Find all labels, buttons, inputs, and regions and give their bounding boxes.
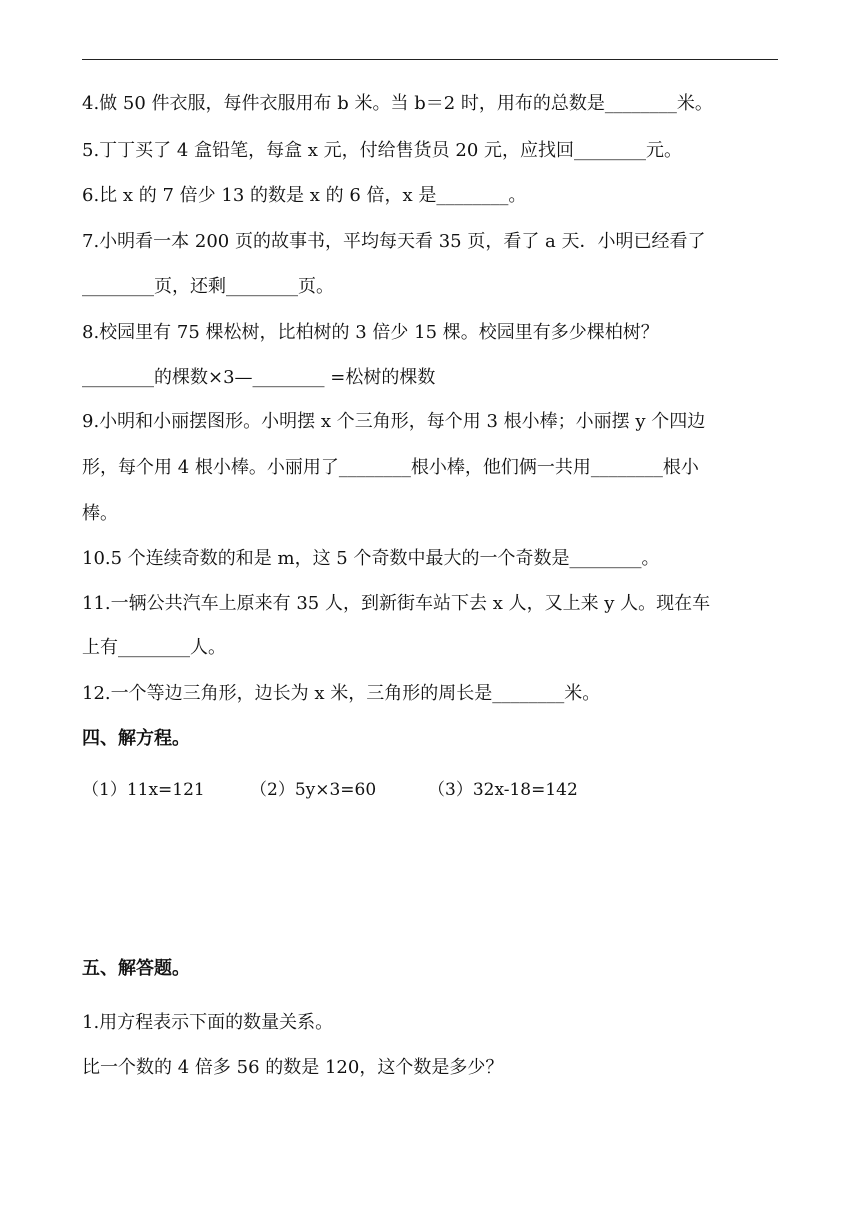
- equation-2: （2）5y×3=60: [250, 780, 377, 800]
- question-9-line-2: 形，每个用 4 根小棒。小丽用了________根小棒，他们俩一共用________根小: [82, 457, 699, 478]
- question-8-line-2: ________的棵数×3—________ =松树的棵数: [82, 367, 436, 388]
- question-11-line-1: 11.一辆公共汽车上原来有 35 人，到新街车站下去 x 人，又上来 y 人。现在车: [82, 593, 711, 614]
- question-7-line-1: 7.小明看一本 200 页的故事书，平均每天看 35 页，看了 a 天．小明已经看了: [82, 231, 706, 252]
- question-6: 6.比 x 的 7 倍少 13 的数是 x 的 6 倍，x 是________。: [82, 185, 527, 206]
- question-8-line-1: 8.校园里有 75 棵松树，比柏树的 3 倍少 15 棵。校园里有多少棵柏树？: [82, 322, 659, 343]
- section-5-heading: 五、解答题。: [82, 958, 190, 979]
- question-11-line-2: 上有________人。: [82, 637, 226, 658]
- question-4: 4.做 50 件衣服，每件衣服用布 b 米。当 b＝2 时，用布的总数是________米。: [82, 93, 713, 114]
- equation-1: （1）11x=121: [82, 780, 205, 800]
- section-5-question-1: 1.用方程表示下面的数量关系。: [82, 1012, 334, 1033]
- question-9-line-1: 9.小明和小丽摆图形。小明摆 x 个三角形，每个用 3 根小棒；小丽摆 y 个四边: [82, 411, 706, 432]
- question-9-line-3: 棒。: [82, 503, 118, 524]
- question-5: 5.丁丁买了 4 盒铅笔，每盒 x 元，付给售货员 20 元，应找回________元。: [82, 140, 683, 161]
- question-7-line-2: ________页，还剩________页。: [82, 276, 334, 297]
- section-4-heading: 四、解方程。: [82, 728, 190, 749]
- question-10: 10.5 个连续奇数的和是 m，这 5 个奇数中最大的一个奇数是________。: [82, 548, 660, 569]
- section-5-question-1-text: 比一个数的 4 倍多 56 的数是 120，这个数是多少？: [82, 1057, 504, 1078]
- equation-3: （3）32x-18=142: [428, 780, 578, 800]
- question-12: 12.一个等边三角形，边长为 x 米，三角形的周长是________米。: [82, 683, 601, 704]
- header-rule: [82, 59, 778, 60]
